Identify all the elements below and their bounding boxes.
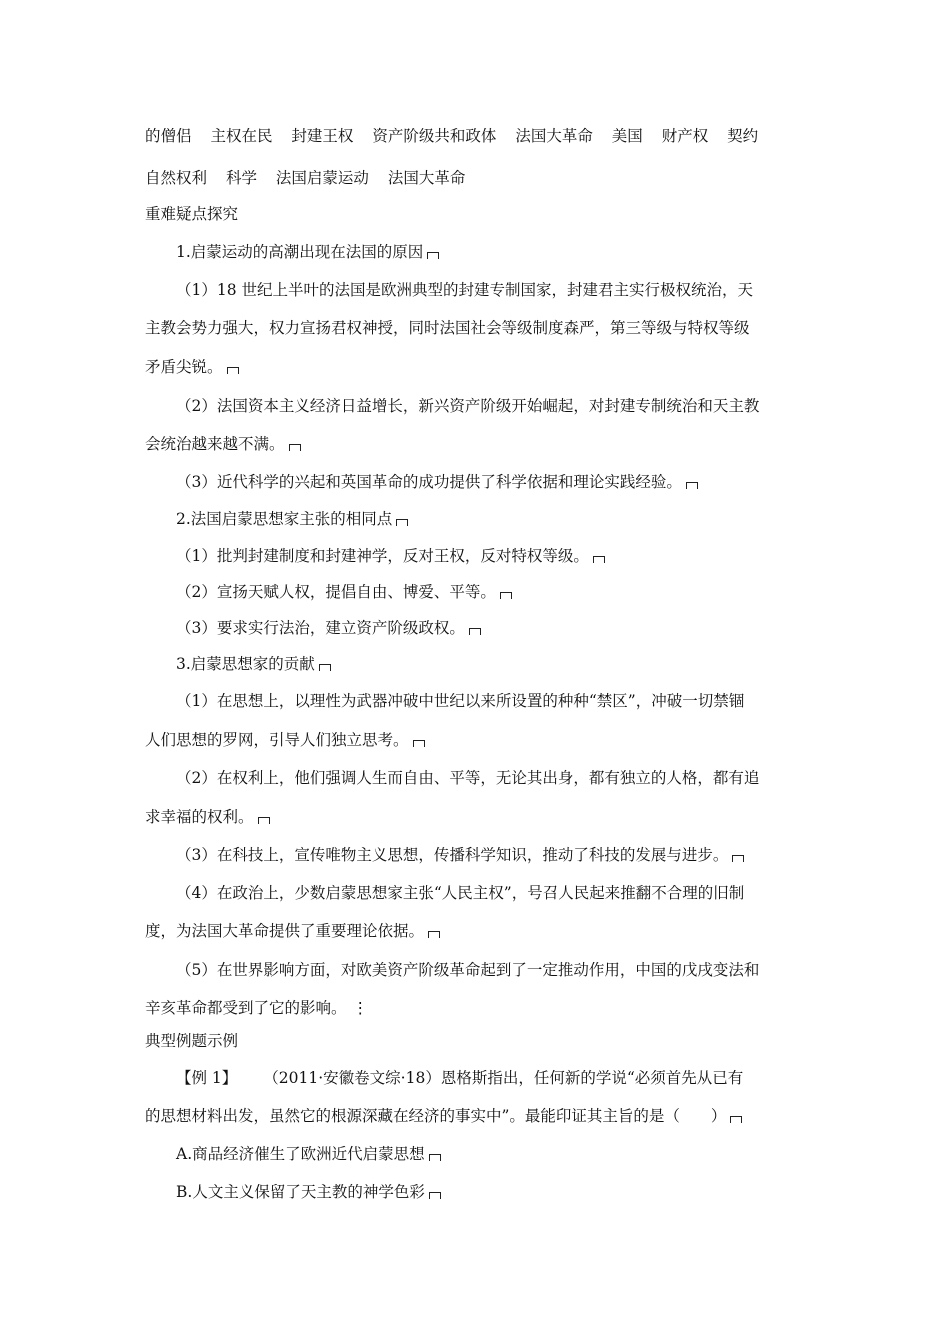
mark-icon — [500, 592, 512, 599]
section-title: 典型例题示例 — [145, 1032, 239, 1050]
paragraph-line: （1）18 世纪上半叶的法国是欧洲典型的封建专制国家，封建君主实行极权统治，天 — [176, 281, 754, 299]
mark-icon — [732, 855, 744, 862]
paragraph-line: 主教会势力强大，权力宣扬君权神授，同时法国社会等级制度森严，第三等级与特权等级 — [145, 319, 750, 337]
keyword: 美国 — [611, 127, 643, 145]
paragraph-line: （2）法国资本主义经济日益增长，新兴资产阶级开始崛起，对封建专制统治和天主教 — [176, 397, 760, 415]
example-question-cont: 的思想材料出发，虽然它的根源深藏在经济的事实中”。最能印证其主旨的是（ ） — [145, 1105, 742, 1127]
mark-icon — [429, 1192, 441, 1199]
option-a: A.商品经济催生了欧洲近代启蒙思想 — [176, 1143, 441, 1165]
paragraph-line: 会统治越来越不满。 — [145, 433, 301, 455]
question-heading: 2.法国启蒙思想家主张的相同点 — [176, 508, 408, 530]
keyword: 法国大革命 — [387, 169, 466, 187]
keyword: 主权在民 — [210, 127, 273, 145]
option-b: B.人文主义保留了天主教的神学色彩 — [176, 1181, 441, 1203]
keyword: 的僧侣 — [145, 127, 192, 145]
keyword: 自然权利 — [145, 169, 208, 187]
paragraph-line: （3）在科技上，宣传唯物主义思想，传播科学知识，推动了科技的发展与进步。 — [176, 844, 744, 866]
mark-icon — [686, 482, 698, 489]
paragraph-line: （2）在权利上，他们强调人生而自由、平等，无论其出身，都有独立的人格，都有追 — [176, 769, 760, 787]
mark-icon — [396, 519, 408, 526]
example-question — [176, 1067, 743, 1089]
question-heading: 1.启蒙运动的高潮出现在法国的原因 — [176, 241, 439, 263]
paragraph-line: （2）宣扬天赋人权，提倡自由、博爱、平等。 — [176, 581, 512, 603]
mark-icon — [730, 1116, 742, 1123]
paragraph-line: 求幸福的权利。 — [145, 806, 270, 828]
paragraph-line: （5）在世界影响方面，对欧美资产阶级革命起到了一定推动作用，中国的戊戌变法和 — [176, 961, 760, 979]
mark-icon — [427, 252, 439, 259]
paragraph-line: （3）近代科学的兴起和英国革命的成功提供了科学依据和理论实践经验。 — [176, 471, 698, 493]
mark-icon — [593, 556, 605, 563]
example-label: 【例 1】 — [176, 1069, 238, 1087]
mark-icon — [258, 817, 270, 824]
paragraph-line: 矛盾尖锐。 — [145, 356, 239, 378]
mark-icon — [319, 664, 331, 671]
question-heading: 3.启蒙思想家的贡献 — [176, 653, 331, 675]
paragraph-line: （3）要求实行法治，建立资产阶级政权。 — [176, 617, 481, 639]
mark-icon — [227, 367, 239, 374]
keyword: 法国大革命 — [515, 127, 593, 145]
keyword: 财产权 — [661, 127, 709, 145]
mark-icon — [413, 740, 425, 747]
paragraph-line: 度，为法国大革命提供了重要理论依据。 — [145, 920, 440, 942]
keyword: 科学 — [225, 169, 257, 187]
paragraph-line: （1）在思想上，以理性为武器冲破中世纪以来所设置的种种“禁区”，冲破一切禁锢 — [176, 692, 745, 710]
mark-icon — [469, 628, 481, 635]
vertical-dots: ⋮ — [352, 999, 369, 1017]
section-title: 重难疑点探究 — [145, 205, 239, 223]
keyword-line-2 — [145, 167, 465, 189]
paragraph-line: （4）在政治上，少数启蒙思想家主张“人民主权”，号召人民起来推翻不合理的旧制 — [176, 884, 745, 902]
paragraph-line: 人们思想的罗网，引导人们独立思考。 — [145, 729, 425, 751]
keyword: 契约 — [727, 127, 759, 145]
keyword: 资产阶级共和政体 — [372, 127, 497, 145]
mark-icon — [428, 931, 440, 938]
keyword: 法国启蒙运动 — [275, 169, 369, 187]
example-text: （2011·安徽卷文综·18）恩格斯指出，任何新的学说“必须首先从已有 — [263, 1069, 744, 1087]
mark-icon — [289, 444, 301, 451]
keyword-line-1 — [145, 125, 758, 147]
keyword: 封建王权 — [291, 127, 354, 145]
paragraph-line: （1）批判封建制度和封建神学，反对王权，反对特权等级。 — [176, 545, 605, 567]
mark-icon — [429, 1154, 441, 1161]
paragraph-line: 辛亥革命都受到了它的影响。 ⋮ — [145, 999, 369, 1017]
